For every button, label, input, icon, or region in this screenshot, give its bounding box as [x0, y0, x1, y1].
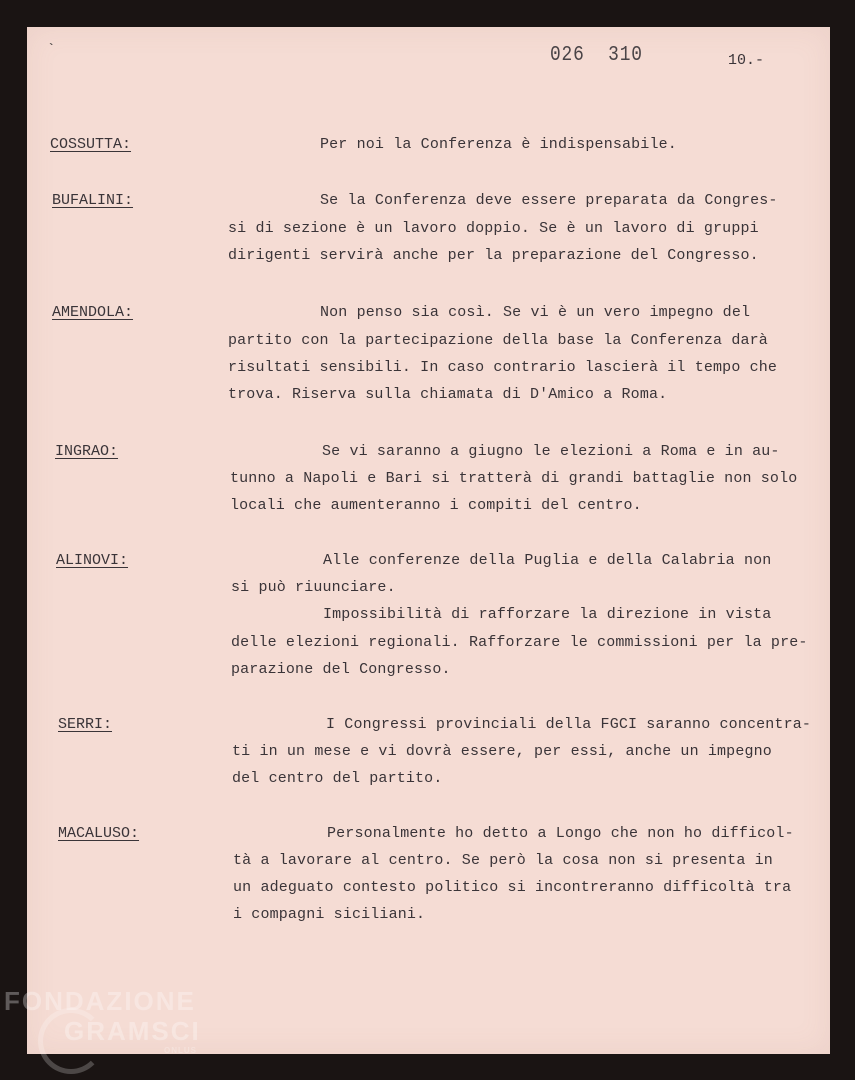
minutes-line: risultati sensibili. In caso contrario lascierà il tempo che — [228, 359, 778, 376]
speaker-name: MACALUSO: — [58, 825, 140, 842]
minutes-line: tà a lavorare al centro. Se però la cosa non si presenta in — [233, 852, 773, 869]
minutes-line: locali che aumenteranno i compiti del centro. — [230, 497, 642, 514]
minutes-line: I Congressi provinciali della FGCI saranno concentra- — [326, 716, 812, 733]
watermark-line2: GRAMSCI — [64, 1016, 201, 1046]
minutes-line: Se la Conferenza deve essere preparata da Congres- — [320, 192, 778, 209]
speaker-name: ALINOVI: — [56, 552, 129, 569]
minutes-line: Per noi la Conferenza è indispensabile. — [320, 136, 677, 153]
minutes-line: Impossibilità di rafforzare la direzione in vista — [323, 606, 772, 623]
minutes-line: un adeguato contesto politico si incontreranno difficoltà tra — [233, 879, 792, 896]
archive-number-b: 310 — [608, 44, 643, 67]
minutes-line: partito con la partecipazione della base la Conferenza darà — [228, 332, 768, 349]
minutes-line: ti in un mese e vi dovrà essere, per essi, anche un impegno — [232, 743, 772, 760]
archive-number-a: 026 — [550, 44, 585, 67]
corner-mark: ` — [47, 42, 56, 58]
watermark-line1: FONDAZIONE — [4, 986, 196, 1016]
speaker-name: AMENDOLA: — [52, 304, 134, 321]
minutes-line: Se vi saranno a giugno le elezioni a Roma e in au- — [322, 443, 780, 460]
minutes-line: Alle conferenze della Puglia e della Calabria non — [323, 552, 772, 569]
minutes-line: si può riuunciare. — [231, 579, 396, 596]
page-number: 10.- — [728, 52, 765, 69]
minutes-line: si di sezione è un lavoro doppio. Se è un lavoro di gruppi — [228, 220, 759, 237]
minutes-line: del centro del partito. — [232, 770, 443, 787]
minutes-line: delle elezioni regionali. Rafforzare le commissioni per la pre- — [231, 634, 808, 651]
speaker-name: BUFALINI: — [52, 192, 134, 209]
watermark-line3: ONLUS — [164, 1046, 197, 1055]
speaker-name: INGRAO: — [55, 443, 119, 460]
minutes-line: dirigenti servirà anche per la preparazione del Congresso. — [228, 247, 759, 264]
minutes-line: trova. Riserva sulla chiamata di D'Amico a Roma. — [228, 386, 668, 403]
document-page — [27, 27, 830, 1054]
minutes-line: i compagni siciliani. — [233, 906, 426, 923]
minutes-line: tunno a Napoli e Bari si tratterà di grandi battaglie non solo — [230, 470, 798, 487]
gramsci-logo-icon — [38, 1008, 104, 1074]
minutes-line: Non penso sia così. Se vi è un vero impegno del — [320, 304, 751, 321]
archive-number — [550, 44, 655, 67]
fondazione-gramsci-watermark — [4, 986, 201, 1055]
minutes-line: parazione del Congresso. — [231, 661, 451, 678]
minutes-line: Personalmente ho detto a Longo che non ho difficol- — [327, 825, 794, 842]
speaker-name: COSSUTTA: — [50, 136, 132, 153]
speaker-name: SERRI: — [58, 716, 113, 733]
